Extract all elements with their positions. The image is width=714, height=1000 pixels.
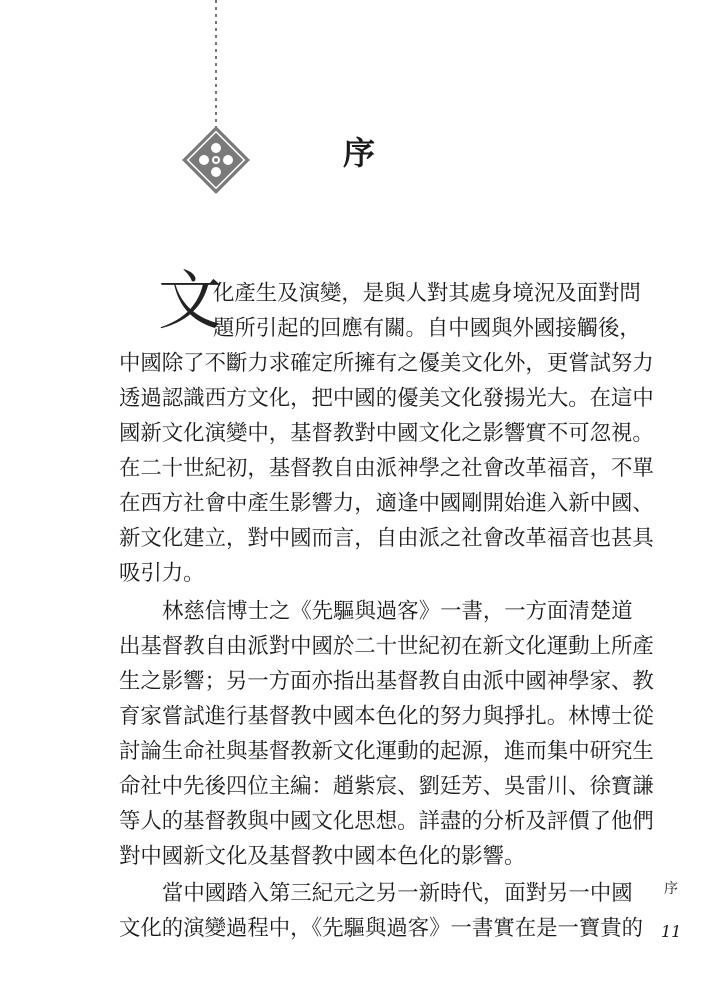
text-line: 生之影響；另一方面亦指出基督教自由派中國神學家、教 <box>119 669 654 694</box>
text-line: 化產生及演變，是與人對其處身境況及面對問 <box>213 281 641 306</box>
text-line: 吸引力。 <box>119 561 205 586</box>
text-line: 在西方社會中產生影響力，適逢中國剛開始進入新中國、 <box>119 491 654 516</box>
page-number: 11 <box>661 922 682 941</box>
text-line: 國新文化演變中，基督教對中國文化之影響實不可忽視。 <box>119 421 654 446</box>
text-line: 在二十世紀初，基督教自由派神學之社會改革福音，不單 <box>119 456 654 481</box>
text-line: 新文化建立，對中國而言，自由派之社會改革福音也甚具 <box>119 526 654 551</box>
drop-cap: 文 <box>158 265 222 339</box>
text-line: 當中國踏入第三紀元之另一新時代，面對另一中國 <box>162 881 633 906</box>
text-line: 中國除了不斷力求確定所擁有之優美文化外，更嘗試努力 <box>119 351 654 376</box>
text-line: 對中國新文化及基督教中國本色化的影響。 <box>119 844 526 869</box>
text-line: 出基督教自由派對中國於二十世紀初在新文化運動上所產 <box>119 634 654 659</box>
text-line: 等人的基督教與中國文化思想。詳盡的分析及評價了他們 <box>119 809 654 834</box>
text-line: 討論生命社與基督教新文化運動的起源，進而集中研究生 <box>119 739 654 764</box>
chapter-title: 序 <box>343 134 376 172</box>
running-header: 序 <box>664 881 678 897</box>
text-line: 命社中先後四位主編：趙紫宸、劉廷芳、吳雷川、徐寶謙 <box>119 774 654 799</box>
text-line: 林慈信博士之《先驅與過客》一書，一方面清楚道 <box>162 599 633 624</box>
text-line: 育家嘗試進行基督教中國本色化的努力與掙扎。林博士從 <box>119 704 654 729</box>
text-line: 文化的演變過程中，《先驅與過客》一書實在是一寶貴的 <box>119 916 644 941</box>
text-line: 題所引起的回應有關。自中國與外國接觸後， <box>213 316 641 341</box>
text-line: 透過認識西方文化，把中國的優美文化發揚光大。在這中 <box>119 386 654 411</box>
